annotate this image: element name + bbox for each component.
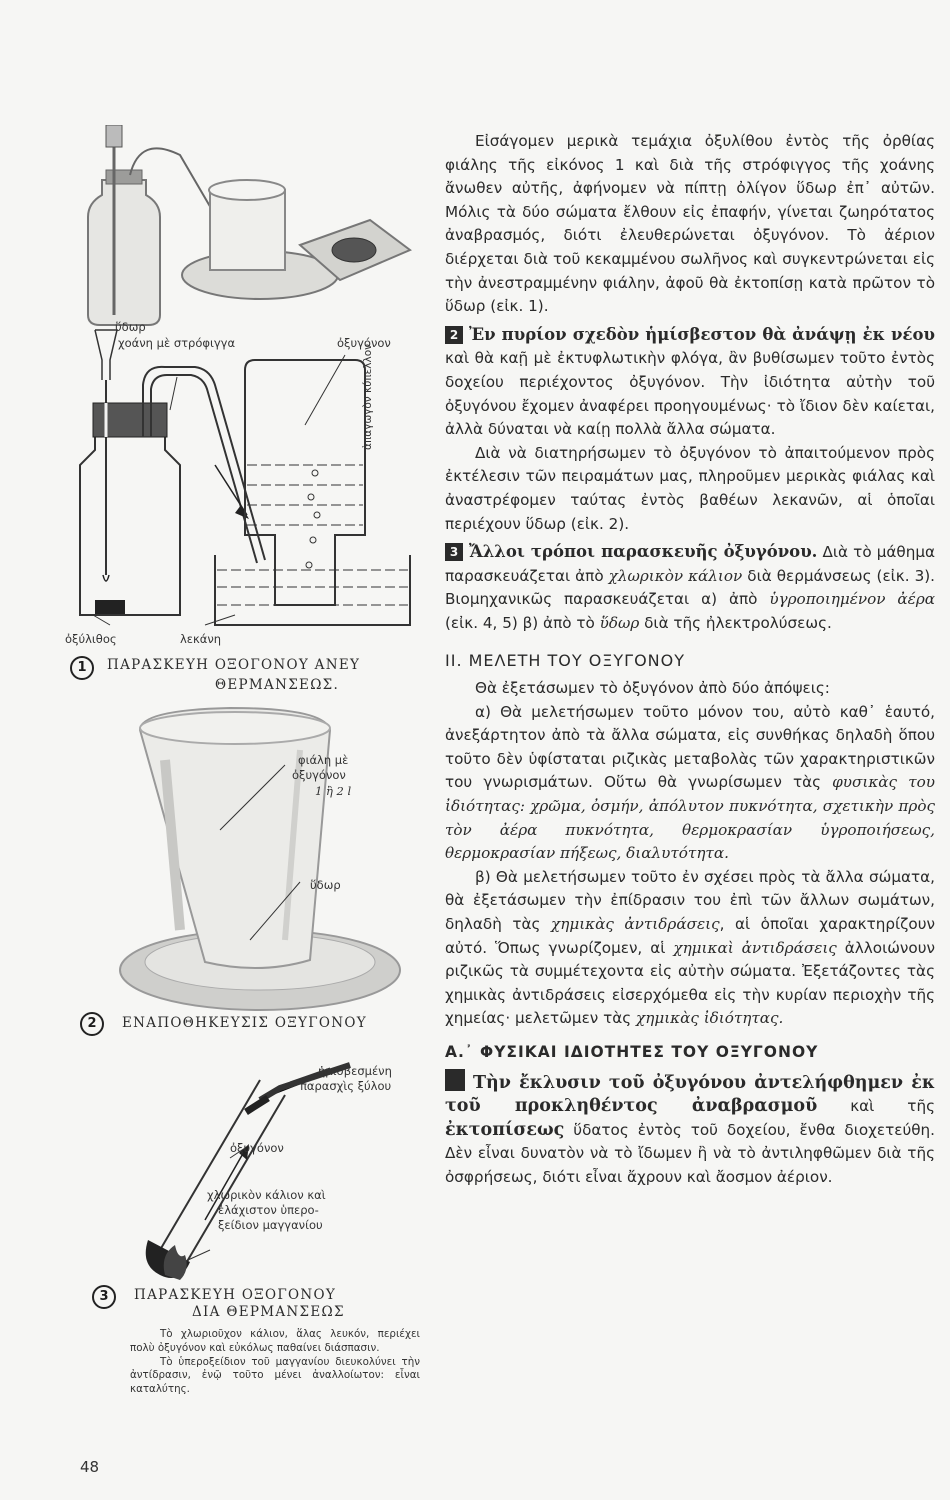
figure-3-number: 3 <box>92 1285 116 1309</box>
paragraph-5-text: α) Θὰ μελετήσωμεν τοῦτο μόνον του, αὐτὸ καθ᾽ ἑαυτό, ἀνεξάρτητον ἀπὸ τὰ ἄλλα σώματα, εἰς συνθήκας δηλαδὴ ὅπου τοῦτο δὲν ὑφίσταται ριζικὰς μεταβολὰς τῶν χαρακτηριστικῶν του γνωρισμάτων. Οὕτω θὰ γνωρίσωμεν τὰς <box>445 702 935 792</box>
section-3-italic-1: χλωρικὸν κάλιον <box>608 566 743 585</box>
apparatus-photo <box>70 125 420 335</box>
fig2-label-water: ὕδωρ <box>310 878 341 892</box>
figure-3-note-p2: Τὸ ὑπεροξείδιον τοῦ μαγγανίου διευκολύνει τὴν ἀντίδρασιν, ἐνῷ τοῦτο μένει ἀναλλοίωτον: εἶναι καταλύτης. <box>130 1355 420 1396</box>
fig2-label-flask-line3: 1 ἢ 2 l <box>315 784 352 798</box>
figure-2-caption: ΕΝΑΠΟΘΗΚΕΥΣΙΣ ΟΞΥΓΟΝΟΥ <box>122 1015 367 1031</box>
section-3-text-d: διὰ τῆς ἠλεκτρολύσεως. <box>639 613 832 632</box>
figure-3-note <box>130 1328 420 1397</box>
paragraph-6 <box>445 866 935 1031</box>
section-2-paragraph <box>445 323 935 442</box>
fig3-label-mix-line1: χλωρικὸν κάλιον καὶ <box>207 1188 326 1202</box>
fig1-label-basin: λεκάνη <box>180 632 222 646</box>
fig1-label-collecting-flask: ἀπαγωγὸν κύπελλον <box>362 344 374 450</box>
fig2-label-flask-line2: ὀξυγόνον <box>292 768 346 782</box>
section-a-heading: Α.᾽ ΦΥΣΙΚΑΙ ΙΔΙΟΤΗΤΕΣ ΤΟΥ ΟΞΥΓΟΝΟΥ <box>445 1042 819 1061</box>
section-4-body: ὕδατος ἐντὸς τοῦ δοχείου, ἔνθα διοχετεύθη. Δὲν εἶναι δυνατὸν νὰ τὸ ἴδωμεν ἢ νὰ τὸ ἀντιληφθῶμεν διὰ τῆς ὀσφρήσεως, διότι εἶναι ἄχρουν καὶ ἄοσμον ἀέριον. <box>445 1120 935 1186</box>
section-3-number: 3 <box>445 543 463 561</box>
figure-1-caption-line1: ΠΑΡΑΣΚΕΥΗ ΟΞΟΓΟΝΟΥ ΑΝΕΥ <box>107 657 361 673</box>
fig1-label-funnel: χοάνη μὲ στρόφιγγα <box>118 336 236 350</box>
paragraph-1: Εἰσάγομεν μερικὰ τεμάχια ὀξυλίθου ἐντὸς τῆς ὀρθίας φιάλης τῆς εἰκόνος 1 καὶ διὰ τῆς στρόφιγγος τῆς χοάνης ἄνωθεν αὐτῆς, ἀφήνομεν νὰ πίπτῃ ὀλίγον ὕδωρ ἐπ᾽ αὐτῶν. Μόλις τὰ δύο σώματα ἔλθουν εἰς ἐπαφήν, γίνεται ζωηρότατος ἀναβρασμός, διότι ἐλευθερώνεται ὀξυγόνον. Τὸ ἀέριον διέρχεται διὰ τοῦ κεκαμμένου σωλῆνος καὶ συγκεντρώνεται εἰς τὴν ἀνεστραμμένην φιάλην, ἀφοῦ θὰ ἐκτοπίσῃ κατὰ πρῶτον τὸ ὕδωρ (εἰκ. 1). <box>445 132 935 316</box>
page-number: 48 <box>80 1458 100 1476</box>
paragraph-4: Θὰ ἐξετάσωμεν τὸ ὀξυγόνον ἀπὸ δύο ἀπόψεις: <box>475 679 830 698</box>
figure-2-number: 2 <box>80 1012 104 1036</box>
section-2-body: καὶ θὰ καῇ μὲ ἐκτυφλωτικὴν φλόγα, ἂν βυθίσωμεν τοῦτο ἐντὸς δοχείου περιέχοντος ὀξυγόνον. Τὴν ἰδιότητα αὐτὴν τοῦ ὀξυγόνου ἔχομεν ἀναφέρει προηγουμένως· τὸ ἴδιον δὲν καίεται, ἀλλὰ δύναται νὰ καίῃ πολλὰ ἄλλα σώματα. <box>445 349 935 439</box>
section-3-text-b: διὰ θερμάνσεως (εἰκ. 3). Βιομηχανικῶς παρασκευάζεται α) ἀπὸ <box>445 566 935 609</box>
fig3-label-mix-line2: ἐλάχιστον ὑπερο- <box>218 1203 319 1217</box>
section-ii-heading: ΙΙ. ΜΕΛΕΤΗ ΤΟΥ ΟΞΥΓΟΝΟΥ <box>445 651 686 671</box>
fig3-label-mix-line3: ξείδιον μαγγανίου <box>218 1218 323 1232</box>
section-3-italic-3: ὕδωρ <box>599 613 640 632</box>
section-4-marker <box>445 1069 465 1091</box>
section-3-heading: Ἄλλοι τρόποι παρασκευῆς ὀξυγόνου. <box>469 542 818 562</box>
section-2-number: 2 <box>445 326 463 344</box>
figure-1-photo <box>70 125 420 335</box>
fig3-label-oxygen: ὀξυγόνον <box>230 1141 284 1155</box>
paragraph-6-text-b: , αἱ ὁποῖαι χαρακτηρίζουν αὐτό. Ὅπως γνωρίζομεν, αἱ <box>445 915 935 957</box>
figure-1-number: 1 <box>70 656 94 680</box>
figure-3-caption-line1: ΠΑΡΑΣΚΕΥΗ ΟΞΟΓΟΝΟΥ <box>134 1287 337 1303</box>
section-4-heading: Τὴν ἔκλυσιν τοῦ ὀξυγόνου ἀντελήφθημεν ἐκ τοῦ προκληθέντος ἀναβρασμοῦ <box>445 1072 935 1117</box>
main-text-column <box>445 130 935 1190</box>
paragraph-5-italic: φυσικὰς του ἰδιότητας: χρῶμα, ὀσμήν, ἀπόλυτον πυκνότητα, σχετικὴν πρὸς τὸν ἀέρα πυκνότητα, θερμοκρασίαν ὑγροποιήσεως, θερμοκρασίαν πήξεως, διαλυτότητα. <box>445 773 935 863</box>
section-4-paragraph <box>445 1069 935 1190</box>
inverted-flask-photo <box>110 700 420 1020</box>
section-2-heading: Ἐν πυρίον σχεδὸν ἡμίσβεστον θὰ ἀνάψῃ ἐκ νέου <box>469 324 935 344</box>
fig1-label-oxygen: ὀξυγόνον <box>337 336 391 350</box>
paragraph-5 <box>445 701 935 866</box>
figure-1-caption-line2: ΘΕΡΜΑΝΣΕΩΣ. <box>215 677 340 693</box>
fig2-label-flask-line1: φιάλη μὲ <box>298 753 349 767</box>
paragraph-6-italic-1: χημικὰς ἀντιδράσεις <box>551 915 720 933</box>
figure-2-photo <box>110 700 420 1020</box>
section-3-text-c: (εἰκ. 4, 5) β) ἀπὸ τὸ <box>445 613 600 632</box>
paragraph-6-text-c: ἀλλοιώνουν ριζικῶς τὰ συμμέτεχοντα εἰς αὐτὴν σώματα. Ἐξετάζοντες τὰς χημικὰς ἀντιδράσεις εἰσερχόμεθα εἰς τὴν κυρίαν περιοχὴν τῆς χημείας· μελετῶμεν τὰς <box>445 938 935 1028</box>
figure-3-note-p1: Τὸ χλωριοῦχον κάλιον, ἅλας λευκόν, περιέχει πολὺ ὀξυγόνον καὶ εὐκόλως παθαίνει διάσπασιν. <box>130 1328 420 1354</box>
section-4-text-mid: καὶ τῆς <box>817 1097 935 1116</box>
paragraph-6-text-a: β) Θὰ μελετήσωμεν τοῦτο ἐν σχέσει πρὸς τὰ ἄλλα σώματα, θὰ ἐξετάσωμεν τὴν ἐπίδρασιν του ἐπὶ τῶν ἄλλων σωμάτων, δηλαδὴ τὰς <box>445 867 935 933</box>
section-3-italic-2: ὑγροποιημένον ἀέρα <box>769 590 936 609</box>
fig1-label-water: ὕδωρ <box>115 320 146 334</box>
fig3-label-splint-line1: ἡμισβεσμένη <box>318 1064 392 1078</box>
paragraph-3: Διὰ νὰ διατηρήσωμεν τὸ ὀξυγόνον τὸ ἀπαιτούμενον πρὸς ἐκτέλεσιν τῶν πειραμάτων μας, πληροῦμεν μερικὰς φιάλας καὶ ἀναστρέφομεν ταύτας ἐντὸς βαθέων λεκανῶν, αἱ ὁποῖαι περιέχουν ὕδωρ (εἰκ. 2). <box>445 443 935 533</box>
section-3-text-a: Διὰ τὸ μάθημα παρασκευάζεται ἀπὸ <box>445 543 935 585</box>
fig3-label-splint-line2: παρασχὶς ξύλου <box>300 1079 392 1093</box>
paragraph-6-italic-3: χημικὰς ἰδιότητας. <box>636 1009 784 1028</box>
fig1-label-oxylith: ὀξύλιθος <box>65 632 117 646</box>
figure-3-caption-line2: ΔΙΑ ΘΕΡΜΑΝΣΕΩΣ <box>192 1304 345 1320</box>
section-4-heading-2: ἐκτοπίσεως <box>445 1119 565 1140</box>
section-3-paragraph <box>445 540 935 635</box>
paragraph-6-italic-2: χημικαὶ ἀντιδράσεις <box>673 938 837 957</box>
